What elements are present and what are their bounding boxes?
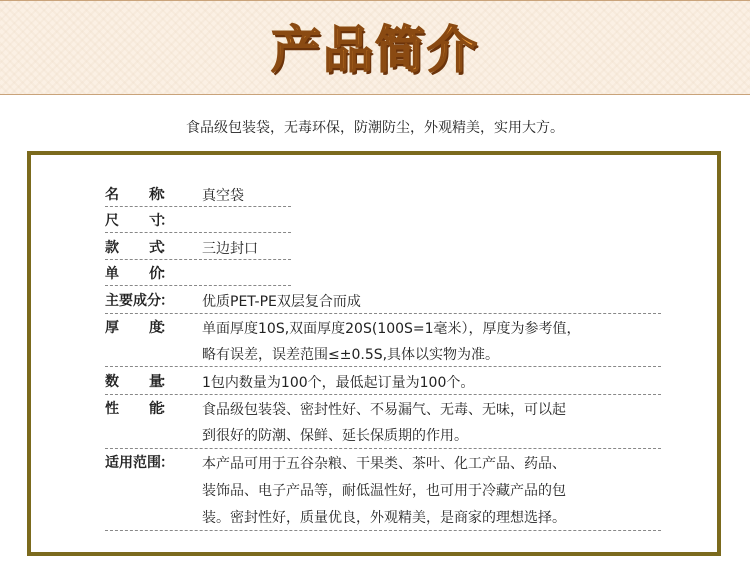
spec-colon: ： (160, 374, 174, 390)
spec-value-usage-line2: 装饰品、电子产品等，耐低温性好，也可用于冷藏产品的包 (202, 483, 566, 499)
intro-text: 食品级包装袋，无毒环保，防潮防尘，外观精美，实用大方。 (186, 120, 564, 136)
spec-label-text: 厚 度 (105, 320, 163, 336)
spec-colon: ： (160, 320, 174, 336)
spec-colon: ： (160, 401, 174, 417)
spec-value-thickness-line1: 单面厚度10S,双面厚度20S(100S=1毫米），厚度为参考值， (202, 321, 581, 337)
spec-colon: ： (160, 213, 174, 229)
spec-label-text: 尺 寸 (105, 213, 163, 229)
spec-colon: ： (160, 455, 174, 471)
row-divider (105, 530, 661, 531)
spec-value-name: 真空袋 (202, 188, 244, 204)
spec-value-quantity: 1包内数量为100个，最低起订量为100个。 (202, 375, 475, 391)
header-bottom-rule (0, 94, 750, 95)
spec-label-text: 款 式 (105, 240, 163, 256)
row-divider (105, 313, 661, 314)
spec-colon: ： (160, 266, 174, 282)
row-divider (105, 232, 291, 233)
spec-value-style: 三边封口 (202, 241, 258, 257)
spec-label-text: 名 称 (105, 187, 163, 203)
spec-colon: ： (160, 187, 174, 203)
row-divider (105, 206, 291, 207)
spec-value-material: 优质PET-PE双层复合而成 (202, 294, 361, 310)
page-title: 产品简介 (271, 20, 479, 79)
spec-label-text: 主要成分 (105, 293, 161, 309)
spec-label-text: 性 能 (105, 401, 163, 417)
spec-value-usage-line3: 装。密封性好，质量优良，外观精美，是商家的理想选择。 (202, 510, 566, 526)
spec-colon: ： (160, 293, 174, 309)
spec-value-usage-line1: 本产品可用于五谷杂粮、干果类、茶叶、化工产品、药品、 (202, 456, 566, 472)
spec-value-performance-line2: 到很好的防潮、保鲜、延长保质期的作用。 (202, 428, 468, 444)
spec-label-text: 单 价 (105, 266, 163, 282)
spec-value-thickness-line2: 略有误差，误差范围≤±0.5S,具体以实物为准。 (202, 347, 500, 363)
spec-label-text: 数 量 (105, 374, 163, 390)
row-divider (105, 366, 661, 367)
row-divider (105, 259, 291, 260)
row-divider (105, 448, 661, 449)
spec-value-performance-line1: 食品级包装袋、密封性好、不易漏气、无毒、无味，可以起 (202, 402, 566, 418)
header-top-rule (0, 0, 750, 1)
spec-label-text: 适用范围 (105, 455, 161, 471)
row-divider (105, 394, 661, 395)
spec-colon: ： (160, 240, 174, 256)
row-divider (105, 285, 291, 286)
